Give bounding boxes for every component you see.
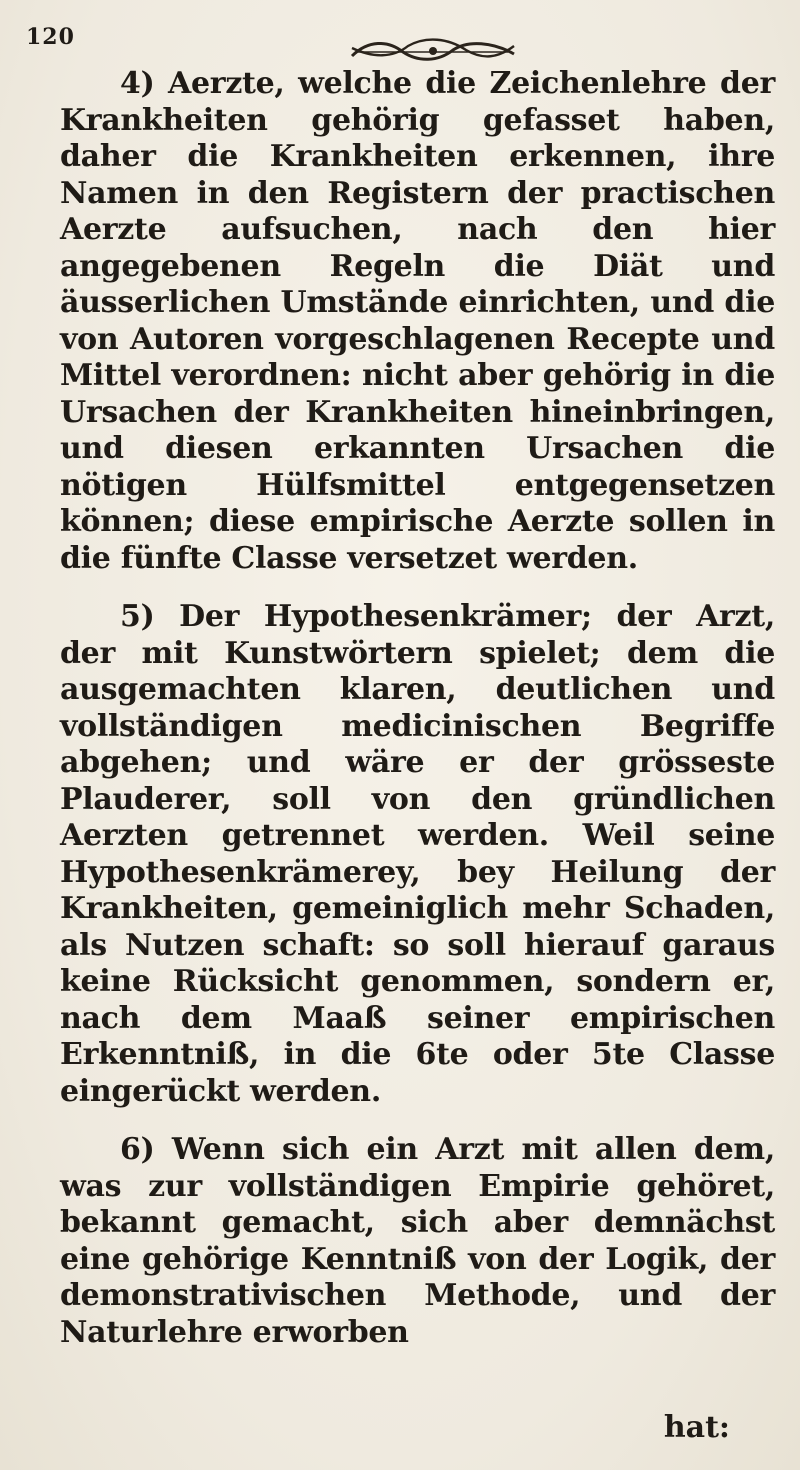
- paragraph-4: 4) Aerzte, welche die Zeichenlehre der Krankheiten gehörig gefasset haben, daher die Krankheiten erkennen, ihre Namen in den Registern der practischen Aerzte aufsuchen, nach den hier angegebenen Regeln die Diät und äusserlichen Umstände einrichten, und die von Autoren vorgeschlagenen Recepte und Mittel verordnen: nicht aber gehörig in die Ursachen der Krankheiten hineinbringen, und diesen erkannten Ursachen die nötigen Hülfsmittel entgegensetzen können; diese empirische Aerzte sollen in die fünfte Classe versetzet werden.: [60, 66, 775, 576]
- page-number: 120: [26, 24, 75, 50]
- paragraph-5: 5) Der Hypothesenkrämer; der Arzt, der mit Kunstwörtern spielet; dem die ausgemachten klaren, deutlichen und vollständigen medicinischen Begriffe abgehen; und wäre er der grösseste Plauderer, soll von den gründlichen Aerzten getrennet werden. Weil seine Hypothesenkrämerey, bey Heilung der Krankheiten, gemeiniglich mehr Schaden, als Nutzen schaft: so soll hierauf garaus keine Rücksicht genommen, sondern er, nach dem Maaß seiner empirischen Erkenntniß, in die 6te oder 5te Classe eingerückt werden.: [60, 599, 775, 1109]
- paragraph-6: 6) Wenn sich ein Arzt mit allen dem, was zur vollständigen Empirie gehöret, bekannt gemacht, sich aber demnächst eine gehörige Kenntniß von der Logik, der demonstrativischen Methode, und der Naturlehre erworben: [60, 1132, 775, 1350]
- printer-ornament: [348, 36, 518, 64]
- body-text: [60, 66, 775, 1351]
- catchword: hat:: [663, 1410, 730, 1445]
